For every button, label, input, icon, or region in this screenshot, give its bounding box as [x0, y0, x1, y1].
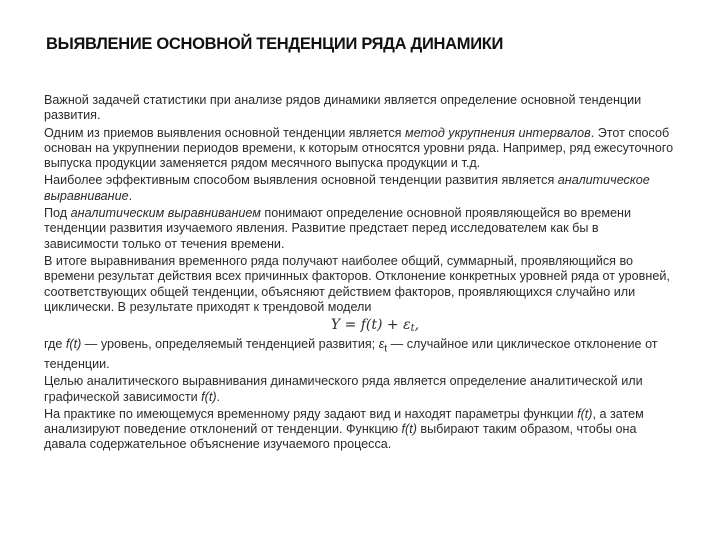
paragraph-3: [44, 173, 676, 204]
paragraph-2: [44, 126, 676, 172]
paragraph-4-text-a: Под: [44, 206, 71, 221]
paragraph-6-text-c: — уровень, определяемый тенденцией развития;: [81, 337, 379, 352]
formula-main: Y = f(t) + ε: [330, 317, 411, 334]
trend-model-formula: [44, 317, 676, 337]
slide-title: ВЫЯВЛЕНИЕ ОСНОВНОЙ ТЕНДЕНЦИИ РЯДА ДИНАМИКИ: [46, 35, 504, 53]
paragraph-7: [44, 374, 676, 405]
term-interval-method: метод укрупнения интервалов: [405, 125, 591, 140]
paragraph-3-text-a: Наиболее эффективным способом выявления основной тенденции развития является: [44, 173, 558, 188]
paragraph-6-text-a: где: [44, 337, 66, 352]
symbol-ft: f(t): [401, 422, 417, 437]
paragraph-1: Важной задачей статистики при анализе рядов динамики является определение основной тенденции развития.: [44, 93, 642, 123]
paragraph-8-text-c: , а затем анализируют поведение отклонений от тенденции. Функцию: [44, 406, 644, 437]
paragraph-4-text-c: понимают определение основной проявляющейся во времени тенденции развития изучаемого явления. Развитие предстает перед исследователем как бы в зависимости только от течения времени.: [44, 206, 632, 251]
paragraph-3-text-c: .: [128, 188, 133, 203]
paragraph-8: [44, 407, 676, 453]
symbol-epsilon-subscript: t: [384, 342, 388, 355]
symbol-epsilon: ε: [378, 337, 385, 352]
paragraph-6: [44, 337, 676, 372]
symbol-ft: f(t): [201, 389, 217, 404]
term-analytical-smoothing: аналитическое выравнивание: [44, 173, 650, 203]
symbol-ft: f(t): [577, 406, 593, 421]
slide-body: [44, 93, 676, 455]
paragraph-2-text-c: . Этот способ основан на укрупнении периодов времени, к которым относятся уровни ряда. Например, ряд ежесуточного выпуска продукции заменяется рядом месячного выпуска продукции и т.д.: [44, 125, 674, 171]
paragraph-5: В итоге выравнивания временного ряда получают наиболее общий, суммарный, проявляющийся во времени результат действия всех причинных факторов. Отклонение конкретных уровней ряда от уровней, соответствующих общей тенденции, объясняют действием факторов, проявляющихся случайно или циклически. В результате приходят к трендовой модели: [44, 253, 670, 314]
symbol-ft: f(t): [65, 337, 82, 352]
paragraph-8-text-e: выбирают таким образом, чтобы она давала содержательное объяснение изучаемого процесса.: [44, 422, 637, 452]
paragraph-4: [44, 206, 676, 252]
paragraph-8-text-a: На практике по имеющемуся временному ряду задают вид и находят параметры функции: [44, 406, 578, 421]
paragraph-7-text-c: .: [216, 389, 221, 404]
formula-subscript: t: [410, 323, 415, 335]
paragraph-2-text-a: Одним из приемов выявления основной тенденции является: [44, 125, 405, 140]
paragraph-7-text-a: Целью аналитического выравнивания динамического ряда является определение аналитической или графической зависимости: [44, 374, 643, 404]
formula-tail: ,: [414, 317, 420, 334]
paragraph-6-text-f: — случайное или циклическое отклонение от тенденции.: [44, 337, 658, 371]
term-analytical-smoothing-def: аналитическим выравниванием: [70, 206, 261, 221]
